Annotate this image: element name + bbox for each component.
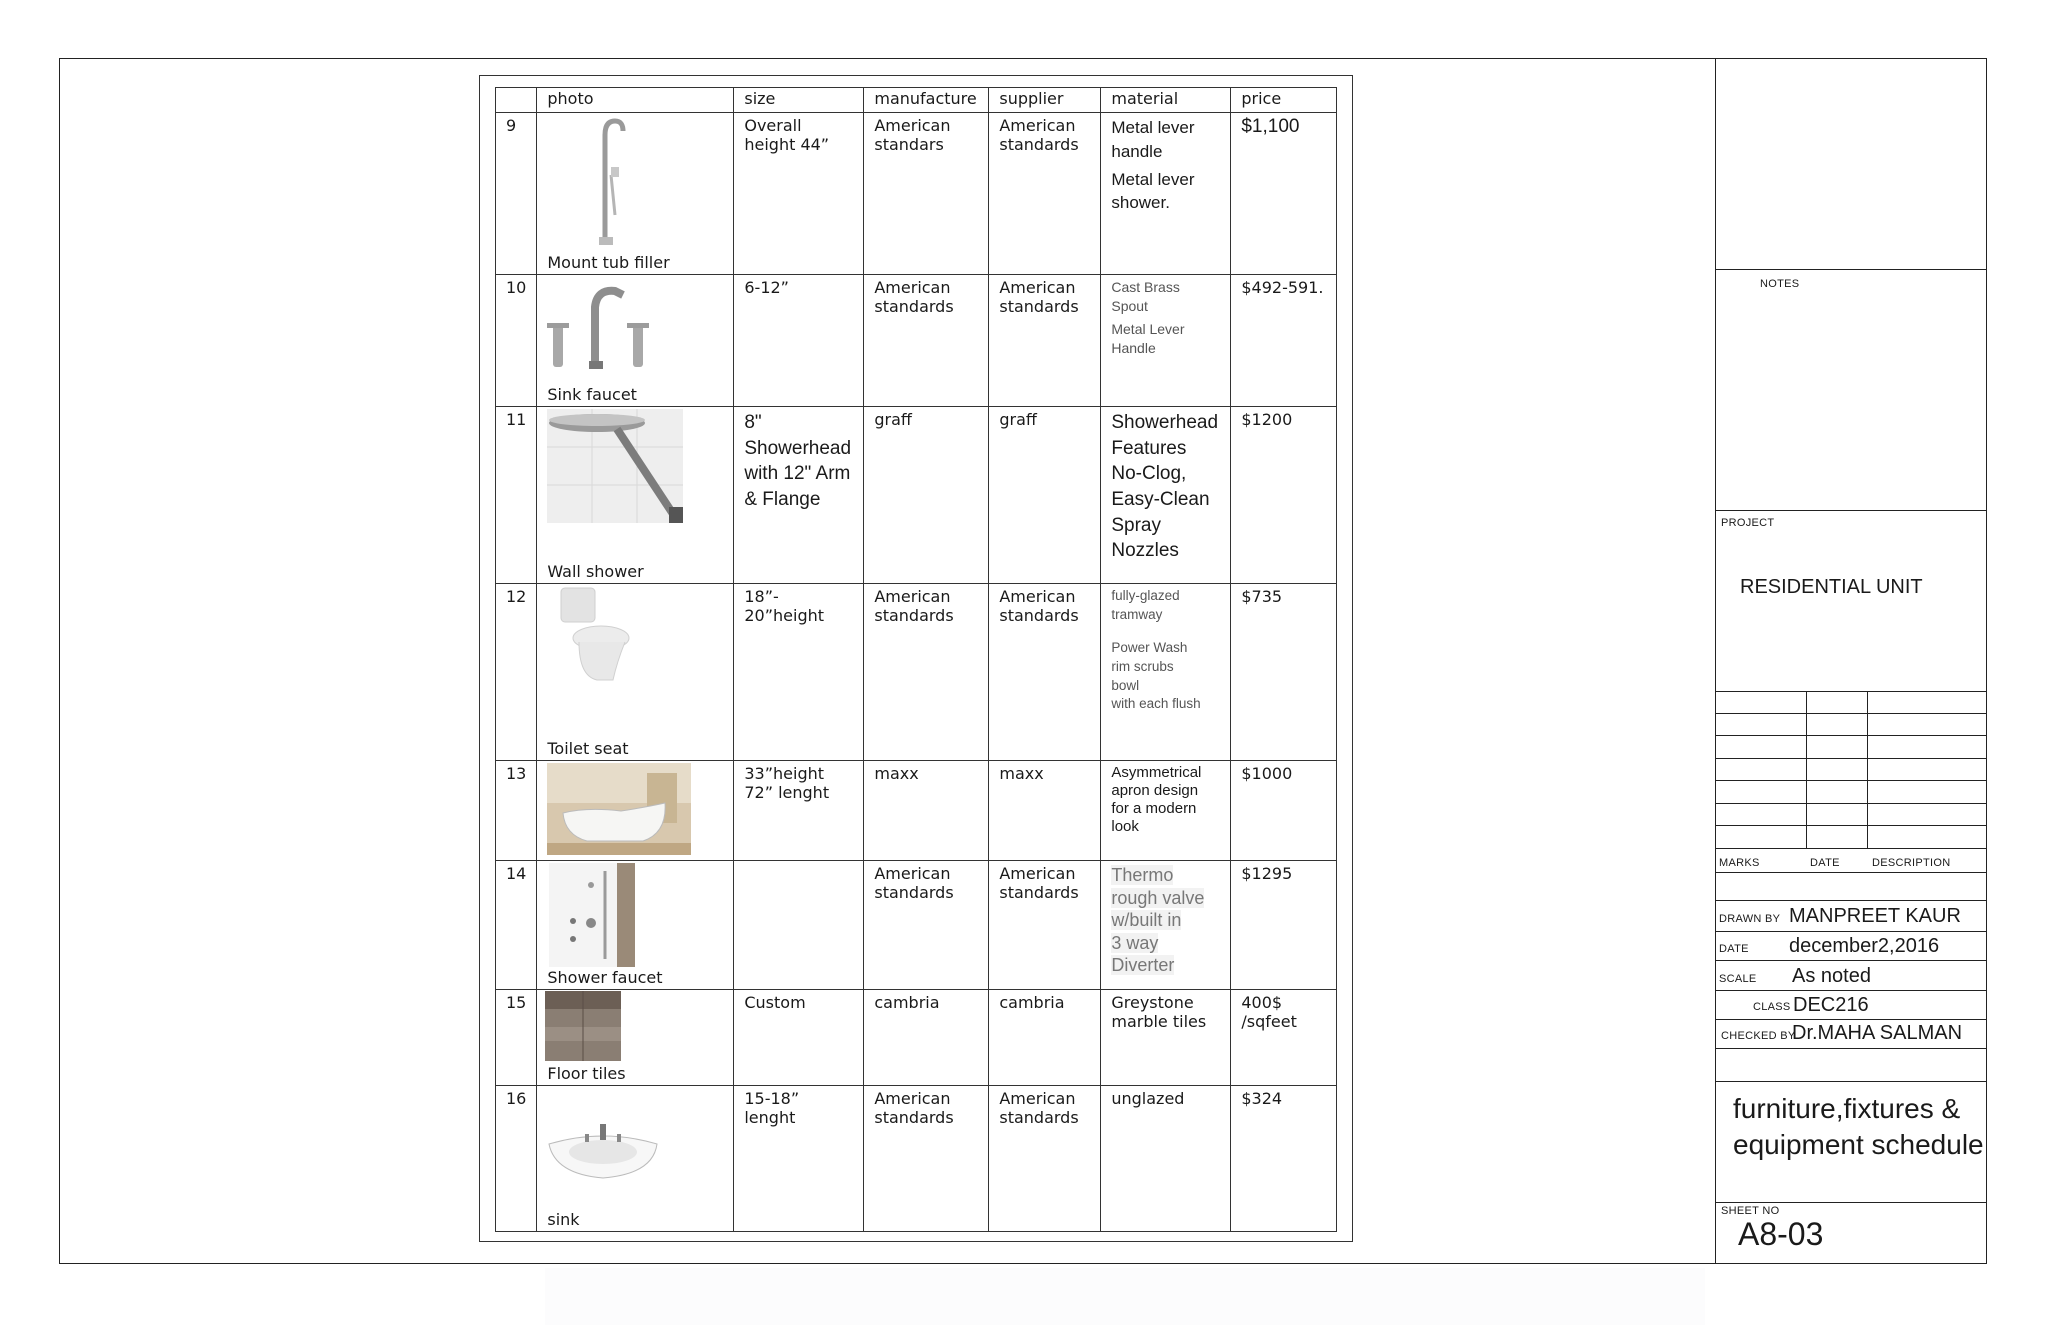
- revision-date-label: DATE: [1810, 857, 1840, 869]
- table-row: [496, 1086, 1337, 1232]
- photo-cell: [537, 407, 734, 584]
- photo-cell: [537, 113, 734, 275]
- sheet-title-line1: furniture,fixtures &: [1733, 1093, 1961, 1124]
- drawn-by-value: MANPREET KAUR: [1789, 905, 1961, 927]
- row-number: 12: [496, 584, 537, 761]
- manufacture-cell: American standards: [864, 584, 989, 761]
- drawn-by-label: DRAWN BY: [1719, 913, 1781, 925]
- description-label: DESCRIPTION: [1872, 857, 1951, 869]
- supplier-cell: American standards: [989, 275, 1101, 407]
- shower-faucet-image: [549, 863, 635, 967]
- size-cell: Custom: [734, 990, 864, 1086]
- manufacture-cell: American standards: [864, 1086, 989, 1232]
- toilet-image: [559, 586, 631, 684]
- manufacture-cell: American standars: [864, 113, 989, 275]
- size-cell: 6-12”: [734, 275, 864, 407]
- sheet-title-line2: equipment schedule: [1733, 1129, 1984, 1160]
- scale-label: SCALE: [1719, 973, 1757, 985]
- sink-image: [545, 1122, 661, 1182]
- price-cell: $735: [1231, 584, 1337, 761]
- photo-cell: [537, 761, 734, 861]
- project-label: PROJECT: [1721, 517, 1775, 529]
- material-cell: unglazed: [1101, 1086, 1231, 1232]
- photo-caption: sink: [547, 1210, 580, 1229]
- row-number: 16: [496, 1086, 537, 1232]
- size-cell: 33”height 72” lenght: [734, 761, 864, 861]
- wall-shower-image: [547, 409, 683, 523]
- supplier-cell: American standards: [989, 113, 1101, 275]
- sheet-number: A8-03: [1738, 1216, 1824, 1252]
- header-size: size: [734, 88, 864, 113]
- material-cell: Greystone marble tiles: [1101, 990, 1231, 1086]
- fixtures-schedule-table: [495, 87, 1337, 1232]
- photo-caption: Floor tiles: [547, 1064, 626, 1083]
- manufacture-cell: American standards: [864, 275, 989, 407]
- supplier-cell: American standards: [989, 584, 1101, 761]
- price-cell: $1295: [1231, 861, 1337, 990]
- table-row: [496, 113, 1337, 275]
- sink-faucet-image: [545, 285, 651, 371]
- manufacture-cell: maxx: [864, 761, 989, 861]
- photo-caption: Toilet seat: [547, 739, 629, 758]
- bathtub-image: [547, 763, 691, 855]
- photo-caption: Wall shower: [547, 562, 644, 581]
- header-num: [496, 88, 537, 113]
- photo-cell: [537, 584, 734, 761]
- photo-caption: Sink faucet: [547, 385, 637, 404]
- supplier-cell: American standards: [989, 861, 1101, 990]
- bottom-strip: [545, 1268, 1705, 1325]
- photo-caption: Mount tub filler: [547, 253, 670, 272]
- floor-tiles-image: [545, 991, 621, 1061]
- photo-caption: Shower faucet: [547, 968, 663, 987]
- size-cell: 8" Showerhead with 12" Arm & Flange: [734, 407, 864, 584]
- price-cell: 400$ /sqfeet: [1231, 990, 1337, 1086]
- material-cell: Metal lever handle Metal lever shower.: [1101, 113, 1231, 275]
- manufacture-cell: American standards: [864, 861, 989, 990]
- header-supplier: supplier: [989, 88, 1101, 113]
- size-cell: 15-18” lenght: [734, 1086, 864, 1232]
- size-cell: [734, 861, 864, 990]
- checked-by-label: CHECKED BY: [1721, 1030, 1796, 1042]
- material-cell: Cast Brass Spout Metal Lever Handle: [1101, 275, 1231, 407]
- date-label: DATE: [1719, 943, 1749, 955]
- schedule-document: [479, 75, 1353, 1242]
- row-number: 13: [496, 761, 537, 861]
- material-cell: fully-glazed tramway Power Wash rim scrubs bowl with each flush: [1101, 584, 1231, 761]
- class-label: CLASS: [1753, 1001, 1791, 1013]
- price-cell: $1000: [1231, 761, 1337, 861]
- supplier-cell: maxx: [989, 761, 1101, 861]
- size-cell: 18”- 20”height: [734, 584, 864, 761]
- photo-cell: [537, 1086, 734, 1232]
- table-header-row: [496, 88, 1337, 113]
- project-name: RESIDENTIAL UNIT: [1740, 576, 1923, 598]
- row-number: 11: [496, 407, 537, 584]
- photo-cell: [537, 275, 734, 407]
- table-row: [496, 584, 1337, 761]
- sheet-no-label: SHEET NO: [1721, 1205, 1780, 1217]
- header-price: price: [1231, 88, 1337, 113]
- table-row: [496, 761, 1337, 861]
- row-number: 14: [496, 861, 537, 990]
- notes-label: NOTES: [1760, 278, 1800, 290]
- supplier-cell: cambria: [989, 990, 1101, 1086]
- row-number: 10: [496, 275, 537, 407]
- manufacture-cell: cambria: [864, 990, 989, 1086]
- price-cell: $324: [1231, 1086, 1337, 1232]
- photo-cell: [537, 990, 734, 1086]
- table-row: [496, 861, 1337, 990]
- header-photo: photo: [537, 88, 734, 113]
- supplier-cell: American standards: [989, 1086, 1101, 1232]
- row-number: 9: [496, 113, 537, 275]
- material-cell: Asymmetrical apron design for a modern look: [1101, 761, 1231, 861]
- material-cell: Thermo rough valve w/built in 3 way Diverter: [1101, 861, 1231, 990]
- header-manufacture: manufacture: [864, 88, 989, 113]
- marks-label: MARKS: [1719, 857, 1760, 869]
- price-cell: $1200: [1231, 407, 1337, 584]
- class-value: DEC216: [1793, 994, 1869, 1016]
- scale-value: As noted: [1792, 965, 1871, 987]
- table-row: [496, 275, 1337, 407]
- price-cell: $1,100: [1231, 113, 1337, 275]
- material-cell: Showerhead Features No-Clog, Easy-Clean Spray Nozzles: [1101, 407, 1231, 584]
- title-block: [1715, 58, 1987, 1264]
- size-cell: Overall height 44”: [734, 113, 864, 275]
- date-value: december2,2016: [1789, 935, 1940, 957]
- manufacture-cell: graff: [864, 407, 989, 584]
- checked-by-value: Dr.MAHA SALMAN: [1792, 1022, 1963, 1044]
- supplier-cell: graff: [989, 407, 1101, 584]
- table-row: [496, 407, 1337, 584]
- table-row: [496, 990, 1337, 1086]
- row-number: 15: [496, 990, 537, 1086]
- price-cell: $492-591.: [1231, 275, 1337, 407]
- photo-cell: [537, 861, 734, 990]
- tub-filler-image: [577, 115, 637, 247]
- header-material: material: [1101, 88, 1231, 113]
